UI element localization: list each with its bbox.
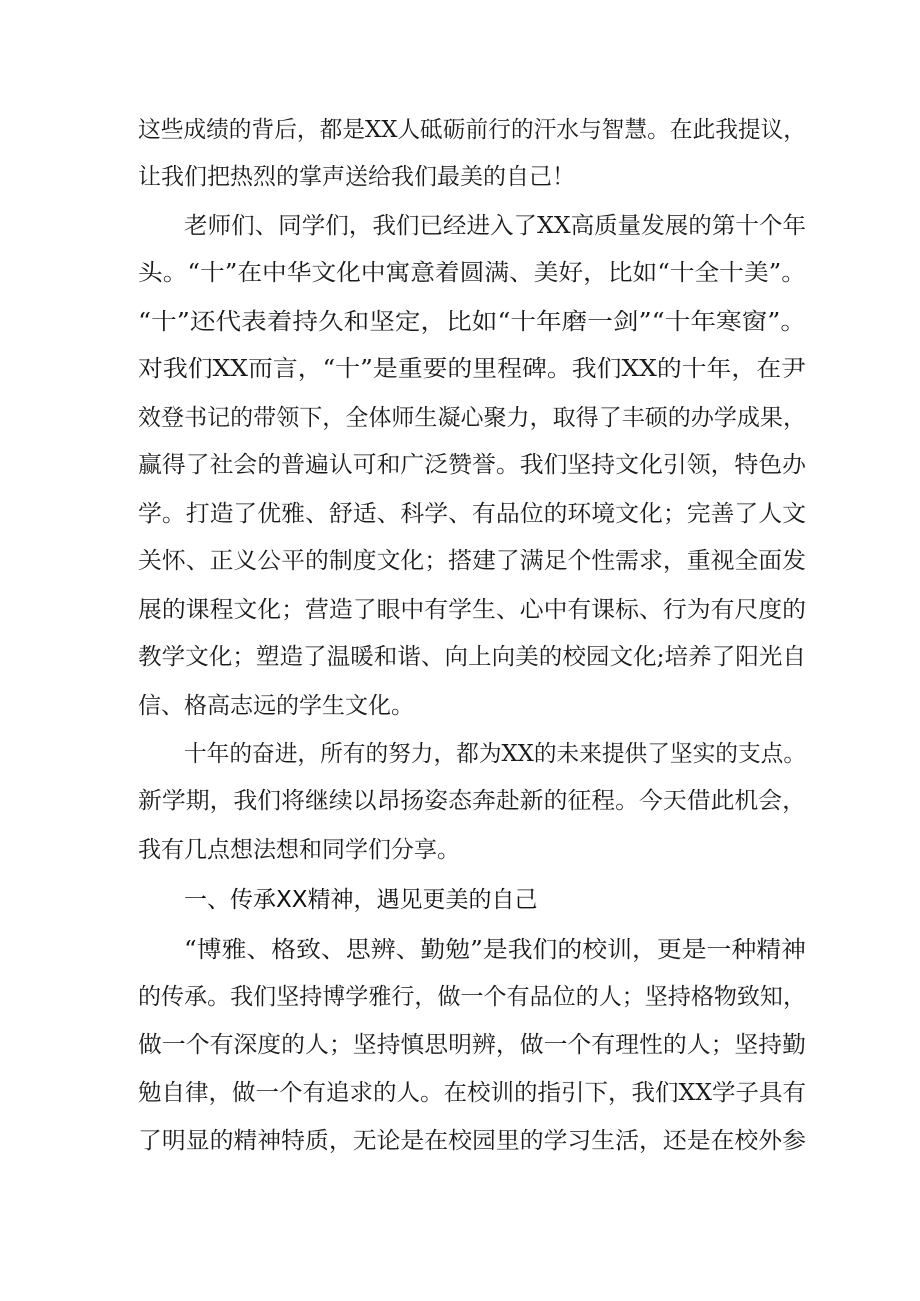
text-line [0, 494, 920, 534]
text-line [0, 302, 920, 342]
line-text: 关怀、正义公平的制度文化；搭建了满足个性需求，重视全面发 [138, 548, 806, 574]
line-text: 头。“十”在中华文化中寓意着圆满、美好，比如“十全十美”。 [138, 260, 806, 286]
line-text: 新学期，我们将继续以昂扬姿态奔赴新的征程。今天借此机会， [138, 788, 806, 814]
text-line [0, 1025, 920, 1065]
line-text: 我有几点想法想和同学们分享。 [138, 837, 460, 863]
text-line [0, 977, 920, 1017]
line-text: 让我们把热烈的掌声送给我们最美的自己！ [138, 164, 575, 190]
text-line [0, 1121, 920, 1161]
line-text: 效登书记的带领下，全体师生凝心聚力，取得了丰硕的办学成果， [138, 405, 806, 431]
text-line [0, 1073, 920, 1113]
text-line [0, 830, 920, 870]
text-line [0, 157, 920, 197]
text-line [0, 398, 920, 438]
line-text: 老师们、同学们，我们已经进入了XX高质量发展的第十个年 [184, 213, 806, 239]
line-text: 勉自律，做一个有追求的人。在校训的指引下，我们XX学子具有 [138, 1080, 806, 1106]
line-text: 信、格高志远的学生文化。 [138, 693, 414, 719]
line-text: 了明显的精神特质，无论是在校园里的学习生活，还是在校外参 [138, 1128, 806, 1154]
line-text: “博雅、格致、思辨、勤勉”是我们的校训，更是一种精神 [184, 937, 806, 963]
line-text: 十年的奋进，所有的努力，都为XX的未来提供了坚实的支点。 [184, 741, 806, 767]
line-text: 赢得了社会的普遍认可和广泛赞誉。我们坚持文化引领，特色办 [138, 452, 806, 478]
line-text: 的传承。我们坚持博学雅行，做一个有品位的人；坚持格物致知， [138, 984, 806, 1010]
line-text: 对我们XX而言，“十”是重要的里程碑。我们XX的十年，在尹 [138, 356, 806, 382]
text-line [0, 590, 920, 630]
line-text: 这些成绩的背后，都是XX人砥砺前行的汗水与智慧。在此我提议， [138, 117, 806, 143]
section-heading [0, 880, 920, 920]
text-line [0, 110, 920, 150]
line-text: 展的课程文化；营造了眼中有学生、心中有课标、行为有尺度的 [138, 597, 806, 623]
section-heading-text: 一、传承XX精神，遇见更美的自己 [184, 887, 538, 913]
line-text: 做一个有深度的人；坚持慎思明辨，做一个有理性的人；坚持勤 [138, 1032, 806, 1058]
line-text: 学。打造了优雅、舒适、科学、有品位的环境文化；完善了人文 [138, 501, 806, 527]
text-line [0, 930, 920, 970]
line-text: “十”还代表着持久和坚定，比如“十年磨一剑”“十年寒窗”。 [138, 309, 806, 335]
line-text: 教学文化；塑造了温暖和谐、向上向美的校园文化;培养了阳光自 [138, 644, 806, 670]
text-line [0, 349, 920, 389]
text-line [0, 206, 920, 246]
text-line [0, 445, 920, 485]
text-line [0, 253, 920, 293]
text-line [0, 637, 920, 677]
text-line [0, 686, 920, 726]
text-line [0, 734, 920, 774]
text-line [0, 781, 920, 821]
text-line [0, 541, 920, 581]
